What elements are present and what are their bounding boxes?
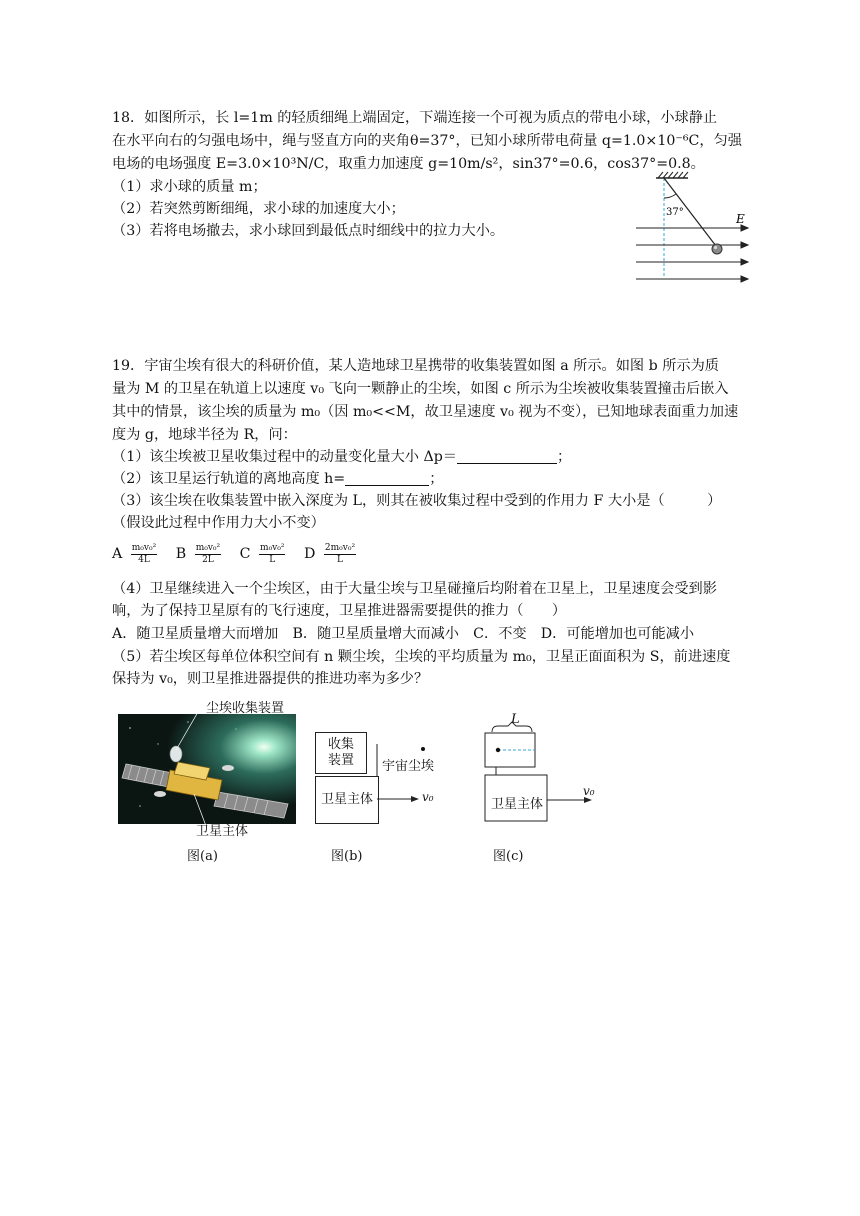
dust-particle xyxy=(421,747,425,751)
figure-b-satellite-label: 卫星主体 xyxy=(320,792,373,807)
option-b-label: B xyxy=(175,546,187,562)
option-c-label: C xyxy=(239,546,251,562)
q19-sub2 xyxy=(112,469,443,489)
q19-sub1 xyxy=(112,447,571,467)
q18-sub2: （2）若突然剪断细绳，求小球的加速度大小； xyxy=(112,201,405,217)
q19-sub1-text: （1）该尘埃被卫星收集过程中的动量变化量大小 Δp＝ xyxy=(112,449,457,465)
figure-b-collector-label: 收集装置 xyxy=(327,737,354,768)
option-d-fraction xyxy=(324,543,356,566)
answer-blank-h[interactable] xyxy=(345,470,429,486)
option-b-den: 2L xyxy=(202,554,214,565)
figure-c-velocity: v₀ xyxy=(583,784,595,798)
figure-c-depth-label: L xyxy=(511,712,520,727)
q19-sub4-options: A．随卫星质量增大而增加 B．随卫星质量增大而减小 C．不变 D．可能增加也可能减小 xyxy=(112,626,695,642)
figure-a-label-body: 卫星主体 xyxy=(196,824,249,839)
option-a-label: A xyxy=(112,546,123,562)
q19-line1: 19．宇宙尘埃有很大的科研价值，某人造地球卫星携带的收集装置如图 a 所示。如图 b 所示为质 xyxy=(112,358,719,374)
option-b-num: m₀v₀² xyxy=(195,542,221,553)
embedded-dust xyxy=(496,748,500,752)
option-d-num: 2m₀v₀² xyxy=(324,542,356,553)
q18-figure xyxy=(632,168,752,288)
q18-line1: 18．如图所示，长 l=1m 的轻质细绳上端固定，下端连接一个可视为质点的带电小球，小球静止 xyxy=(112,110,718,126)
option-a-num: m₀v₀² xyxy=(131,542,157,553)
figure-b-velocity: v₀ xyxy=(422,790,434,804)
option-d-den: L xyxy=(336,554,343,565)
q18-sub3: （3）若将电场撤去，求小球回到最低点时细线中的拉力大小。 xyxy=(112,223,505,239)
q19-sub1-end: ； xyxy=(557,449,572,465)
charged-ball xyxy=(712,244,722,254)
q19-sub5b: 保持为 v₀，则卫星推进器提供的推进功率为多少？ xyxy=(112,671,429,687)
option-b-fraction xyxy=(195,543,221,566)
q19-sub2-end: ； xyxy=(429,471,444,487)
q18-line3: 电场的电场强度 E=3.0×10³N/C，取重力加速度 g=10m/s²，sin37°=0.6，cos37°=0.8。 xyxy=(112,156,705,172)
option-d-label: D xyxy=(304,546,316,562)
figure-c-satellite-label: 卫星主体 xyxy=(491,797,544,812)
q19-line3: 其中的情景，该尘埃的质量为 m₀（因 m₀<<M，故卫星速度 v₀ 视为不变），已知地球表面重力加速 xyxy=(112,404,739,420)
figure-b-collector-box xyxy=(315,732,367,774)
option-c-num: m₀v₀² xyxy=(260,542,285,553)
q19-sub3b: （假设此过程中作用力大小不变） xyxy=(112,515,325,531)
q19-sub4b: 响，为了保持卫星原有的飞行速度，卫星推进器需要提供的推力（ ） xyxy=(112,603,567,619)
q19-sub2-text: （2）该卫星运行轨道的离地高度 h= xyxy=(112,471,346,487)
q19-sub3-options xyxy=(112,541,360,567)
figure-a-caption: 图(a) xyxy=(187,849,218,864)
q18-sub1: （1）求小球的质量 m； xyxy=(112,179,267,195)
option-c-fraction xyxy=(259,543,285,566)
figure-c-caption: 图(c) xyxy=(493,849,524,864)
answer-blank-dp[interactable] xyxy=(457,448,557,464)
option-c-den: L xyxy=(269,554,276,565)
q19-line2: 量为 M 的卫星在轨道上以速度 v₀ 飞向一颗静止的尘埃，如图 c 所示为尘埃被收集装置撞击后嵌入 xyxy=(112,381,729,397)
figure-b-arrows xyxy=(365,744,425,804)
q19-sub3: （3）该尘埃在收集装置中嵌入深度为 L，则其在被收集过程中受到的作用力 F 大小是（ ） xyxy=(112,493,722,509)
figure-b-dust-label: 宇宙尘埃 xyxy=(382,759,435,774)
figure-a-satellite xyxy=(118,714,296,824)
option-a-fraction xyxy=(131,543,157,566)
q18-angle-label: 37° xyxy=(666,207,684,218)
figure-b-caption: 图(b) xyxy=(331,849,363,864)
option-a-den: 4L xyxy=(138,554,150,565)
figure-a-label-collector: 尘埃收集装置 xyxy=(206,701,285,716)
q19-line4: 度为 g，地球半径为 R，问： xyxy=(112,427,297,443)
q18-field-label: E xyxy=(736,212,745,226)
q19-sub5a: （5）若尘埃区每单位体积空间有 n 颗尘埃，尘埃的平均质量为 m₀，卫星正面面积为 S，前进速度 xyxy=(112,649,731,665)
q18-line2: 在水平向右的匀强电场中，绳与竖直方向的夹角θ=37°，已知小球所带电荷量 q=1.0×10⁻⁶C，匀强 xyxy=(112,133,742,149)
q19-sub4a: （4）卫星继续进入一个尘埃区，由于大量尘埃与卫星碰撞后均附着在卫星上，卫星速度会受到影 xyxy=(112,581,717,597)
